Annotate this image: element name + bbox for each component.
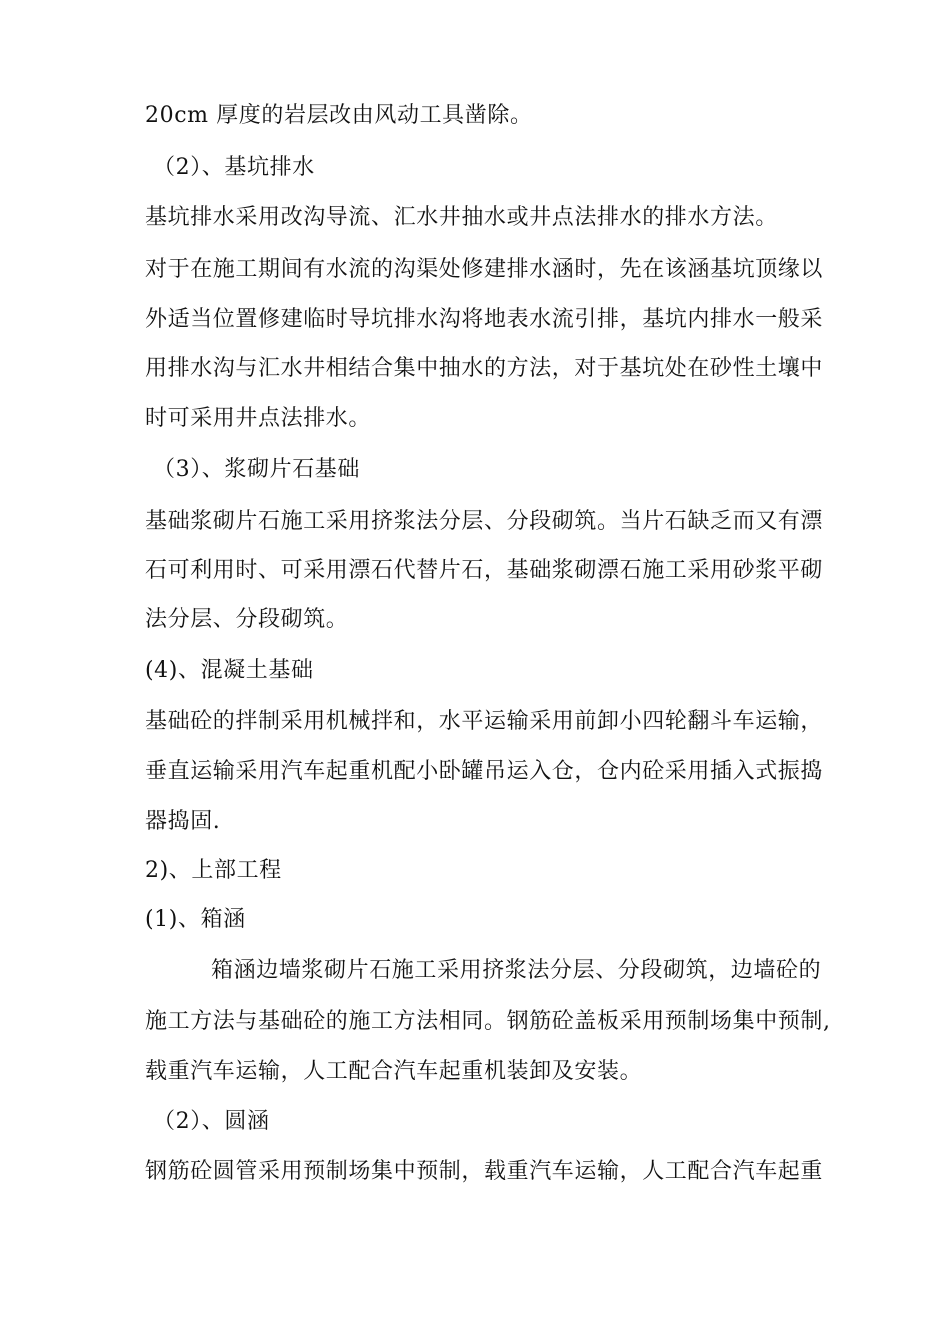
text-line-3: 基坑排水采用改沟导流、汇水井抽水或井点法排水的排水方法。 <box>145 205 778 230</box>
text-line-7: 时可采用井点法排水。 <box>145 406 372 431</box>
section-heading-foundation-drainage: （2）、基坑排水 <box>153 155 315 180</box>
text-line-10: 石可利用时、可采用漂石代替片石，基础浆砌漂石施工采用砂浆平砌 <box>145 558 824 583</box>
text-line-20: 载重汽车运输，人工配合汽车起重机装卸及安装。 <box>145 1059 643 1084</box>
text-line-18: 箱涵边墙浆砌片石施工采用挤浆法分层、分段砌筑，边墙砼的 <box>211 958 822 983</box>
text-line-11: 法分层、分段砌筑。 <box>145 607 349 632</box>
section-heading-concrete-foundation: (4)、混凝土基础 <box>145 658 314 683</box>
text-line-4: 对于在施工期间有水流的沟渠处修建排水涵时，先在该涵基坑顶缘以 <box>145 257 824 282</box>
text-line-14: 垂直运输采用汽车起重机配小卧罐吊运入仓，仓内砼采用插入式振捣 <box>145 759 824 784</box>
section-heading-box-culvert: (1)、箱涵 <box>145 907 246 932</box>
section-heading-pipe-culvert: （2）、圆涵 <box>153 1109 270 1134</box>
text-line-5: 外适当位置修建临时导坑排水沟将地表水流引排，基坑内排水一般采 <box>145 307 824 332</box>
section-heading-rubble-masonry-foundation: （3）、浆砌片石基础 <box>153 457 360 482</box>
text-line-13: 基础砼的拌制采用机械拌和，水平运输采用前卸小四轮翻斗车运输， <box>145 709 824 734</box>
text-line-15: 器捣固. <box>145 809 221 834</box>
text-line-6: 用排水沟与汇水井相结合集中抽水的方法，对于基坑处在砂性土壤中 <box>145 356 824 381</box>
text-line-19: 施工方法与基础砼的施工方法相同。钢筋砼盖板采用预制场集中预制, <box>145 1009 831 1034</box>
text-line-1: 20cm 厚度的岩层改由风动工具凿除。 <box>145 103 533 128</box>
text-line-22: 钢筋砼圆管采用预制场集中预制，载重汽车运输，人工配合汽车起重 <box>145 1159 824 1184</box>
text-line-9: 基础浆砌片石施工采用挤浆法分层、分段砌筑。当片石缺乏而又有漂 <box>145 509 824 534</box>
section-heading-superstructure: 2)、上部工程 <box>145 858 282 883</box>
